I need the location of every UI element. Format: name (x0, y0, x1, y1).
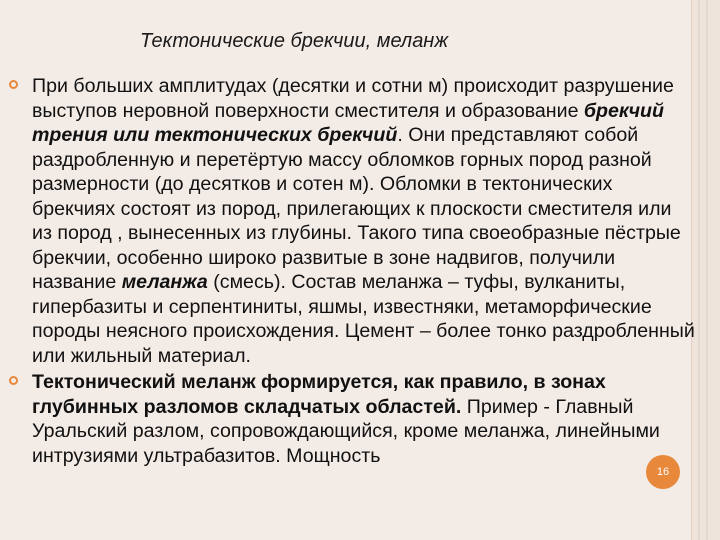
frame-line (706, 0, 708, 540)
slide-title: Тектонические брекчии, меланж (140, 30, 449, 52)
bullet-emphasis: меланжа (121, 271, 208, 293)
slide-content (6, 74, 696, 468)
bullet-text: При больших амплитудах (десятки и сотни м) происходит разрушение выступов неровной поверхности сместителя и образование (32, 75, 674, 122)
frame-line (698, 0, 700, 540)
page-number-badge: 16 (646, 455, 680, 489)
bullet-emphasis: брекчий трения или тектонических брекчий (32, 99, 664, 146)
bullet-text-bold: . Они представляют собой раздробленную и перетёртую массу обломков горных пород разной размерности (до десятков и сотен м). Обломки в тектонических брекчиях состоят из пород, прилегающих к плоскости сместителя или из пород , вынесенных из глубины. Такого типа своеобразные пёстрые брекчии, особенно широко развитые в зоне надвигов, получили название (32, 124, 681, 293)
bullet-text: (смесь). Состав меланжа – туфы, вулканиты, гипербазиты и серпентиниты, яшмы, известняки, метаморфические породы неясного происхождения. Цемент – более тонко раздробленный или жильный материал. (32, 271, 695, 367)
bullet-item (6, 74, 696, 368)
bullet-text-bold: Тектонический меланж формируется, как правило, в зонах глубинных разломов складчатых областей. (32, 371, 606, 418)
circle-bullet-icon (9, 376, 18, 385)
bullet-item (6, 370, 696, 468)
circle-bullet-icon (9, 80, 18, 89)
bullet-text: Пример - Главный Уральский разлом, сопровождающийся, кроме меланжа, линейными интрузиями ультрабазитов. Мощность (32, 395, 660, 467)
